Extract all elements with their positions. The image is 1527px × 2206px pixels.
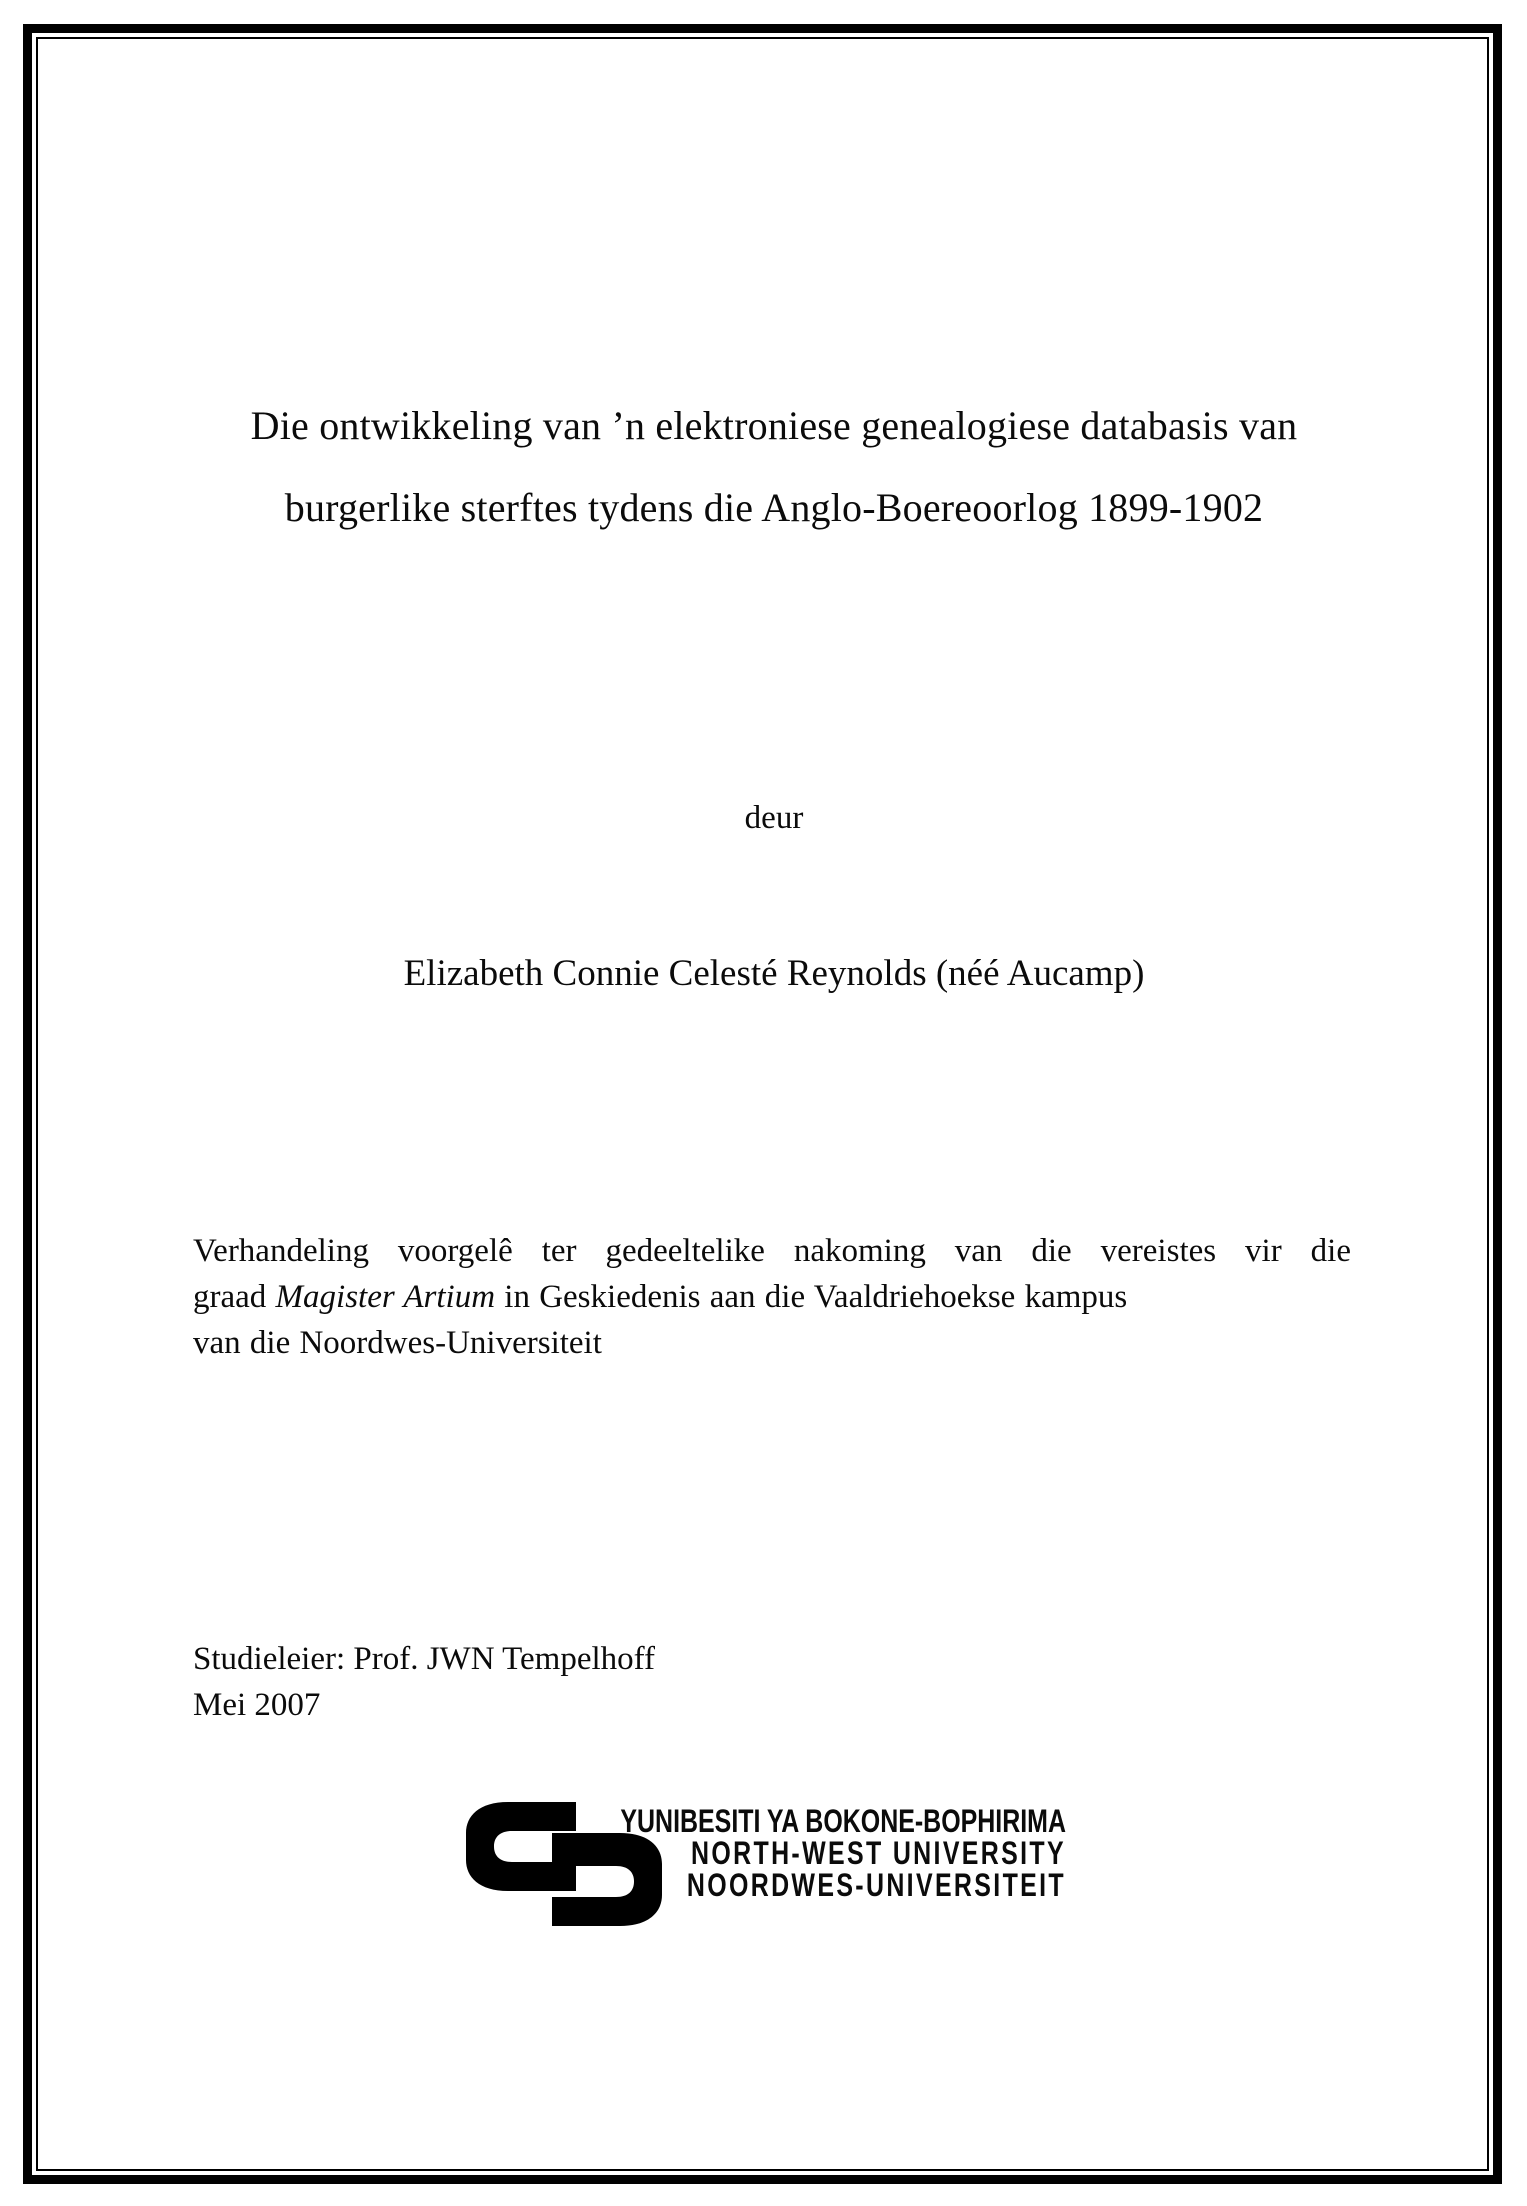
byline: deur xyxy=(744,800,804,836)
author-name: Elizabeth Connie Celesté Reynolds (néé Aucamp) xyxy=(403,953,1145,994)
nwu-logo-wordmark xyxy=(504,1805,1066,1901)
logo-line-afrikaans: NOORDWES-UNIVERSITEIT xyxy=(686,1867,1066,1903)
credits-block xyxy=(193,1636,1093,1728)
statement-degree-italic: Magister Artium xyxy=(275,1279,496,1315)
statement-line3: van die Noordwes-Universiteit xyxy=(193,1325,602,1361)
thesis-title xyxy=(184,385,1364,549)
statement-line2-suffix: in Geskiedenis aan die Vaaldriehoekse kampus xyxy=(495,1279,1128,1315)
thesis-title-line2: burgerlike sterftes tydens die Anglo-Boereoorlog 1899-1902 xyxy=(284,485,1264,530)
statement-line2-prefix: graad xyxy=(193,1279,276,1315)
thesis-title-line1: Die ontwikkeling van ’n elektroniese genealogiese databasis van xyxy=(250,403,1298,448)
date-line: Mei 2007 xyxy=(193,1687,321,1723)
statement-line2 xyxy=(193,1274,1351,1320)
thesis-statement xyxy=(193,1228,1351,1366)
statement-line1: Verhandeling voorgelê ter gedeeltelike nakoming van die vereistes vir die xyxy=(193,1233,1351,1269)
logo-line-english: NORTH-WEST UNIVERSITY xyxy=(690,1835,1066,1871)
supervisor-line: Studieleier: Prof. JWN Tempelhoff xyxy=(193,1641,656,1677)
logo-line-setswana: YUNIBESITI YA BOKONE-BOPHIRIMA xyxy=(620,1803,1066,1839)
